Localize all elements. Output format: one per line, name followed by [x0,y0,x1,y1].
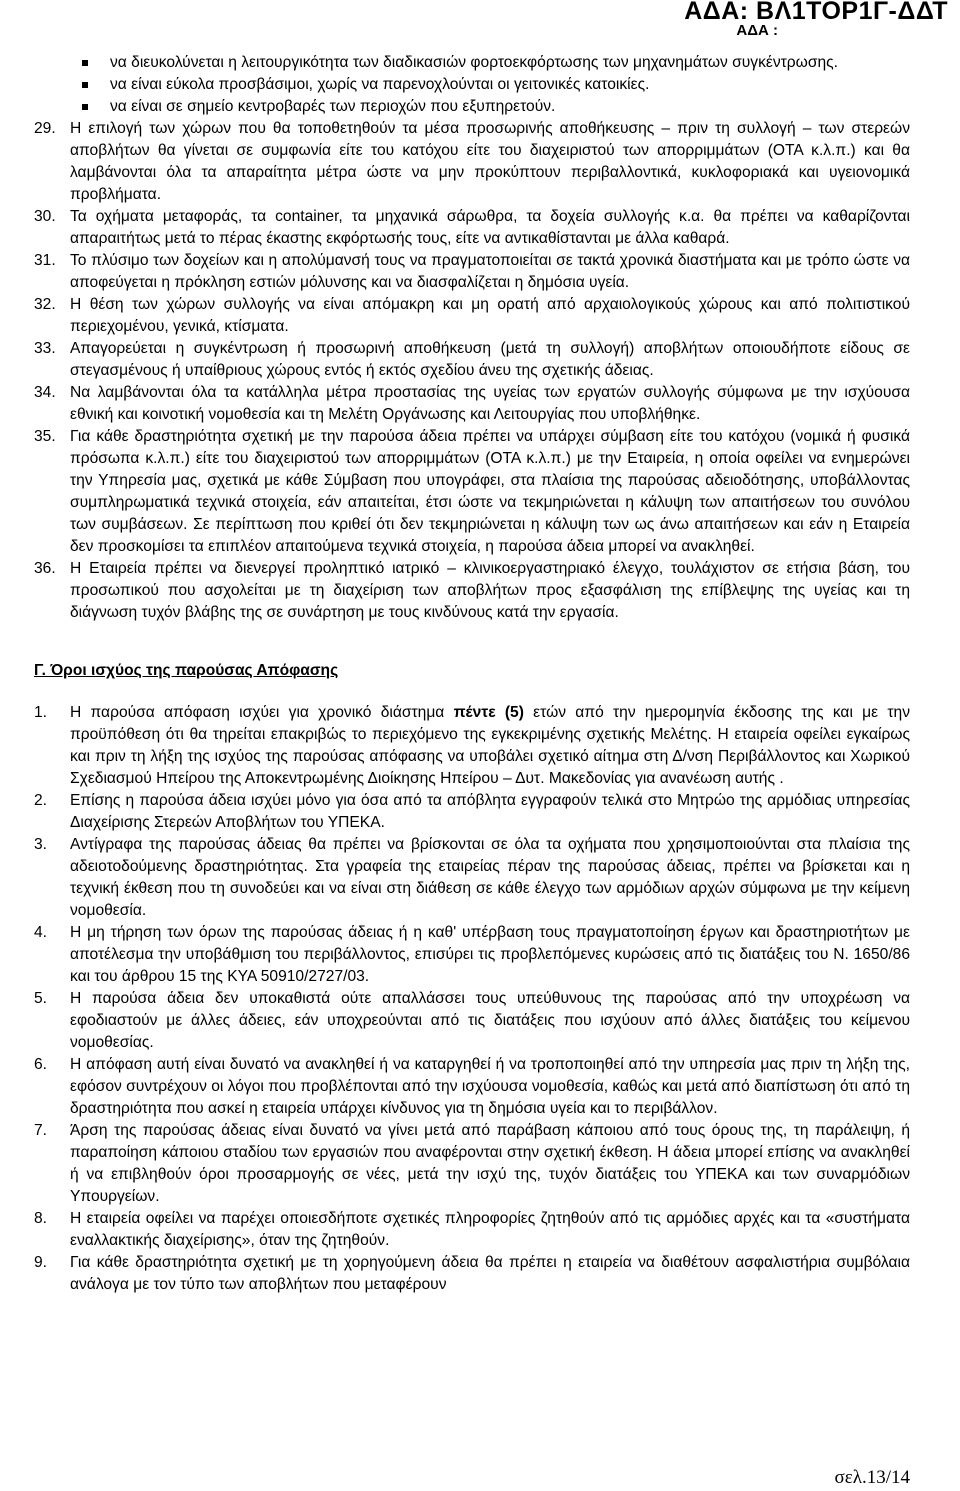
term-number: 5. [34,990,48,1007]
item-text: Τα οχήματα μεταφοράς, τα container, τα μηχανικά σάρωθρα, τα δοχεία συλλογής κ.α. θα πρέπει να καθαρίζονται απαραιτήτως μετά το πέρας έκαστης εκφόρτωσής τους, είτε να αντικαθίστανται με άλλα καθαρά. [70,208,910,247]
term-number: 9. [34,1254,48,1271]
ada-label: ΑΔΑ : [736,22,778,39]
term-text-tail: ετών από την ημερομηνία έκδοσης της και με την προϋπόθεση ότι θα τηρείται επακριβώς το περιεχόμενο της εγκεκριμένης σχετικής Μελέτης. Η εταιρεία οφείλει εγκαίρως και πριν τη λήξη της ισχύος της παρούσας απόφασης να υποβάλει σχετικό αίτημα στη Δ/νση Περιβάλλοντος και Χωρικού Σχεδιασμού Ηπείρου της Αποκεντρωμένης Διοίκησης Ηπείρου – Δυτ. Μακεδονίας για ανανέωση αυτής . [70,704,910,787]
numbered-item [34,250,910,294]
item-text: Να λαμβάνονται όλα τα κατάλληλα μέτρα προστασίας της υγείας των εργατών συλλογής σύμφωνα με την ισχύουσα εθνική και κοινοτική νομοθεσία και τη Μελέτη Οργάνωσης και Λειτουργίας που υποβλήθηκε. [70,384,910,423]
ada-code: ΑΔΑ: ΒΛ1ΤΟΡ1Γ-ΔΔΤ [684,0,948,25]
numbered-item [34,294,910,338]
numbered-item [34,206,910,250]
item-number: 33. [34,340,56,357]
item-number: 35. [34,428,56,445]
item-number: 32. [34,296,56,313]
item-text: Απαγορεύεται η συγκέντρωση ή προσωρινή αποθήκευση (μετά τη συλλογή) αποβλήτων οποιουδήποτε είδους σε στεγασμένους ή υπαίθριους χώρους εντός ή εκτός σχεδίου άνευ της σχετικής άδειας. [70,340,910,379]
section-heading: Γ. Όροι ισχύος της παρούσας Απόφασης [34,662,339,679]
term-text: Η μη τήρηση των όρων της παρούσας άδειας ή η καθ' υπέρβαση τους πραγματοποίηση έργων και δραστηριοτήτων με αποτέλεσμα την υποβάθμιση του περιβάλλοντος, επισύρει τις προβλεπόμενες κυρώσεις από τις διατάξεις του Ν. 1650/86 και του άρθρου 15 της ΚΥΑ 50910/2727/03. [70,924,910,985]
term-item [34,922,910,988]
term-number: 3. [34,836,48,853]
page-number: σελ.13/14 [834,1467,910,1488]
bullet-text: να είναι εύκολα προσβάσιμοι, χωρίς να παρενοχλούνται οι γειτονικές κατοικίες. [110,76,650,93]
term-number: 2. [34,792,48,809]
term-item [34,988,910,1054]
term-number: 7. [34,1122,48,1139]
item-text: Η Εταιρεία πρέπει να διενεργεί προληπτικό ιατρικό – κλινικοεργαστηριακό έλεγχο, τουλάχιστον σε ετήσια βάση, του προσωπικού που ασχολείται με τη διαχείριση των αποβλήτων προς εξασφάλιση της επίβλεψης της υγείας και τη διάγνωση τυχόν βλάβης της σε συνάρτηση με τους κινδύνους κατά την εργασία. [70,560,910,621]
term-bold-text: πέντε (5) [453,704,524,721]
item-number: 31. [34,252,56,269]
square-bullet-icon [82,82,88,88]
numbered-item [34,338,910,382]
term-text: Για κάθε δραστηριότητα σχετική με τη χορηγούμενη άδεια θα πρέπει η εταιρεία να διαθέτουν ασφαλιστήρια συμβόλαια ανάλογα με τον τύπο των αποβλήτων που μεταφέρουν [70,1254,910,1293]
numbered-item [34,426,910,558]
term-item [34,702,910,790]
term-item [34,1208,910,1252]
bullet-text: να είναι σε σημείο κεντροβαρές των περιοχών που εξυπηρετούν. [110,98,556,115]
item-number: 34. [34,384,56,401]
term-item [34,1120,910,1208]
term-item [34,1252,910,1296]
term-number: 1. [34,704,48,721]
numbered-item [34,118,910,206]
item-number: 29. [34,120,56,137]
term-text: Επίσης η παρούσα άδεια ισχύει μόνο για όσα από τα απόβλητα εγγραφούν τελικά στο Μητρώο της αρμόδιας υπηρεσίας Διαχείρισης Στερεών Αποβλήτων του ΥΠΕΚΑ. [70,792,910,831]
bullet-item [34,96,910,118]
term-number: 6. [34,1056,48,1073]
numbered-item [34,382,910,426]
bullet-text: να διευκολύνεται η λειτουργικότητα των διαδικασιών φορτοεκφόρτωσης των μηχανημάτων συγκέντρωσης. [110,54,838,71]
item-number: 30. [34,208,56,225]
term-item [34,790,910,834]
term-text: Η παρούσα απόφαση ισχύει για χρονικό διάστημα [70,704,454,721]
square-bullet-icon [82,104,88,110]
term-number: 4. [34,924,48,941]
term-text: Η απόφαση αυτή είναι δυνατό να ανακληθεί ή να καταργηθεί ή να τροποποιηθεί από την υπηρεσία μας πριν τη λήξη της, εφόσον συντρέχουν οι λόγοι που προβλέπονται από την ισχύουσα νομοθεσία, καθώς και μετά από διαπίστωση ότι από τη δραστηριότητα που ασκεί η εταιρεία υπάρχει κίνδυνος για τη δημόσια υγεία και το περιβάλλον. [70,1056,910,1117]
term-text: Η εταιρεία οφείλει να παρέχει οποιεσδήποτε σχετικές πληροφορίες ζητηθούν από τις αρμόδιες αρχές και τα «συστήματα εναλλακτικής διαχείρισης», όταν της ζητηθούν. [70,1210,910,1249]
term-item [34,834,910,922]
item-text: Το πλύσιμο των δοχείων και η απολύμανσή τους να πραγματοποιείται σε τακτά χρονικά διαστήματα και με τρόπο ώστε να αποφεύγεται η πρόκληση εστιών μόλυνσης και να διασφαλίζεται η δημόσια υγεία. [70,252,910,291]
item-text: Για κάθε δραστηριότητα σχετική με την παρούσα άδεια πρέπει να υπάρχει σύμβαση είτε του κατόχου (νομικά ή φυσικά πρόσωπα κ.λ.π.) είτε του διαχειριστού των απορριμμάτων (ΟΤΑ κ.λ.π.) με την Εταιρεία, η οποία οφείλει να ενημερώνει την Υπηρεσία μας, σχετικά με κάθε Σύμβαση που υπογράφει, στα πλαίσια της παρούσας αδειοδότησης, υποβάλλοντας συμπληρωματικά τεχνικά στοιχεία, εάν απαιτείται, έτσι ώστε να τεκμηριώνεται η κάλυψη των απαιτήσεων του συνόλου των συμβάσεων. Σε περίπτωση που κριθεί ότι δεν τεκμηριώνεται η κάλυψη των ως άνω απαιτήσεων και εάν η Εταιρεία δεν προσκομίσει τα επιπλέον απαιτούμενα τεχνικά στοιχεία, η παρούσα άδεια μπορεί να ανακληθεί. [70,428,910,555]
term-number: 8. [34,1210,48,1227]
item-number: 36. [34,560,56,577]
document-body [34,52,910,1296]
item-text: Η θέση των χώρων συλλογής να είναι απόμακρη και μη ορατή από αρχαιολογικούς χώρους και από πολιτιστικού περιεχομένου, γενικά, κτίσματα. [70,296,910,335]
numbered-item [34,558,910,624]
item-text: Η επιλογή των χώρων που θα τοποθετηθούν τα μέσα προσωρινής αποθήκευσης – πριν τη συλλογή – των στερεών αποβλήτων θα γίνεται σε συμφωνία είτε του κατόχου είτε του διαχειριστού των απορριμμάτων (ΟΤΑ κ.λ.π.) και θα λαμβάνονται όλα τα απαραίτητα μέτρα ώστε να μην προκύπτουν περιβαλλοντικά, κυκλοφοριακά και υγειονομικά προβλήματα. [70,120,910,203]
bullet-item [34,74,910,96]
term-item [34,1054,910,1120]
square-bullet-icon [82,60,88,66]
term-text: Αντίγραφα της παρούσας άδειας θα πρέπει να βρίσκονται σε όλα τα οχήματα που χρησιμοποιούνται στα πλαίσια της αδειοτοδούμενης δραστηριότητας. Στα γραφεία της εταιρείας πέραν της παρούσας άδειας, πρέπει να βρίσκεται και η τεχνική έκθεση που τη συνοδεύει και να είναι στη διάθεση σε κάθε έλεγχο των αρμόδιων αρχών σύμφωνα με την κείμενη νομοθεσία. [70,836,910,919]
bullet-list [34,52,910,118]
term-text: Άρση της παρούσας άδειας είναι δυνατό να γίνει μετά από παράβαση κάποιου από τους όρους της, τη παράλειψη, ή παραποίηση κάποιου σταδίου των εργασιών που αναφέρονται στην σχετική έκθεση. Η άδεια μπορεί επίσης να ανακληθεί ή να επιβληθούν όροι προσαρμογής σε νέες, μετά την ισχύ της, τυχόν διατάξεις του ΥΠΕΚΑ και των συναρμόδιων Υπουργείων. [70,1122,910,1205]
bullet-item [34,52,910,74]
term-text: Η παρούσα άδεια δεν υποκαθιστά ούτε απαλλάσσει τους υπεύθυνους της παρούσας από την υποχρέωση να εφοδιαστούν με άλλες άδειες, εάν υποχρεούνται από τις διατάξεις που ισχύουν από άλλες διατάξεις του κείμενου νομοθεσίας. [70,990,910,1051]
